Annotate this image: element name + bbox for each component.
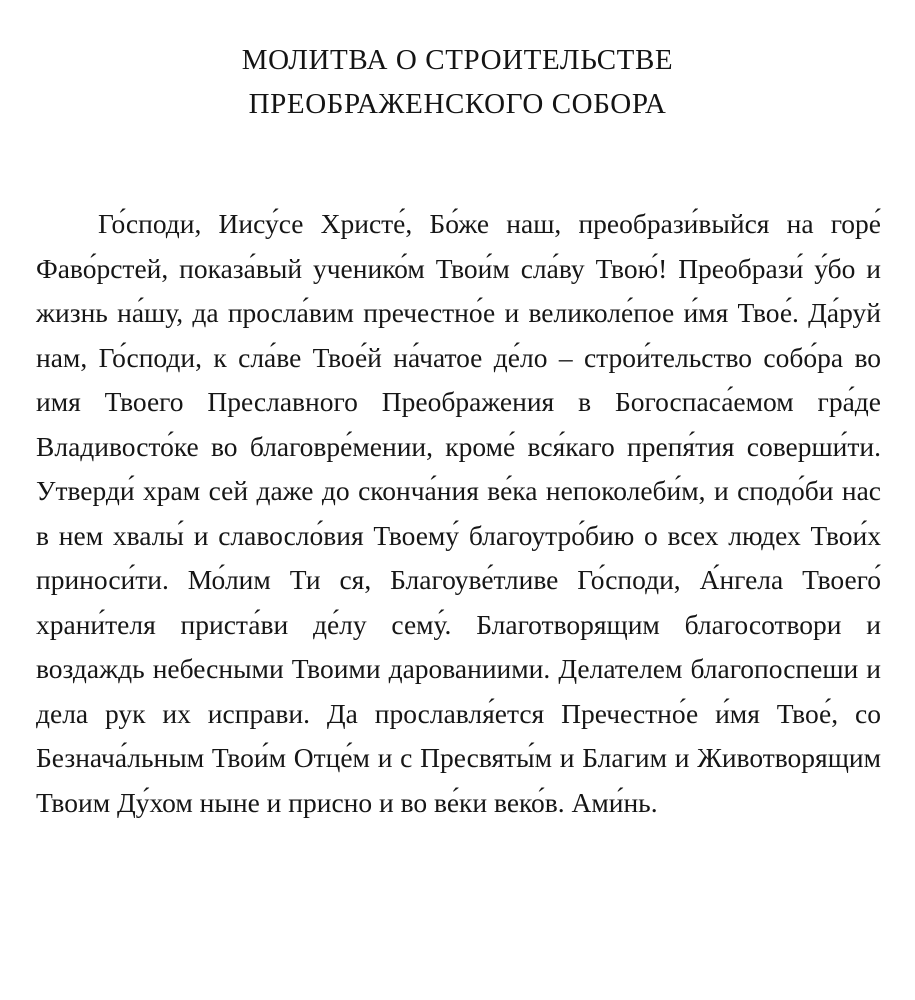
page-title-line-2: ПРЕОБРАЖЕНСКОГО СОБОРА <box>248 88 667 120</box>
page-title <box>30 38 885 126</box>
prayer-body <box>30 202 885 825</box>
prayer-text: Го́споди, Иису́се Христе́, Бо́же наш, преобрази́выйся на горе́ Фаво́рстей, показа́вый ученико́м Твои́м сла́ву Твою́! Преобрази́ у́бо и жизнь на́шу, да просла́вим пречестно́е и великоле́пое и́мя Твое́. Да́руй нам, Го́споди, к сла́ве Твое́й на́чатое де́ло – строи́тельство собо́ра во имя Твоего Преславного Преображения в Богоспаса́емом гра́де Владивосто́ке во благовре́мении, кроме́ вся́каго препя́тия соверши́ти. Утверди́ храм сей даже до сконча́ния ве́ка непоколеби́м, и сподо́би нас в нем хвалы́ и славосло́вия Твоему́ благоутро́бию о всех людех Твои́х приноси́ти. Мо́лим Ти ся, Благоуве́тливе Го́споди, А́нгела Твоего́ храни́теля приста́ви де́лу сему́. Благотворящим благосотвори и воздаждь небесными Твоими дарованиими. Делателем благопоспеши и дела рук их исправи. Да прославля́ется Пречестно́е и́мя Твое́, со Безнача́льным Твои́м Отце́м и с Пресвяты́м и Благим и Животворящим Твоим Ду́хом ныне и присно и во ве́ки веко́в. Ами́нь. <box>36 208 881 818</box>
page-title-line-1: МОЛИТВА О СТРОИТЕЛЬСТВЕ <box>241 44 674 76</box>
